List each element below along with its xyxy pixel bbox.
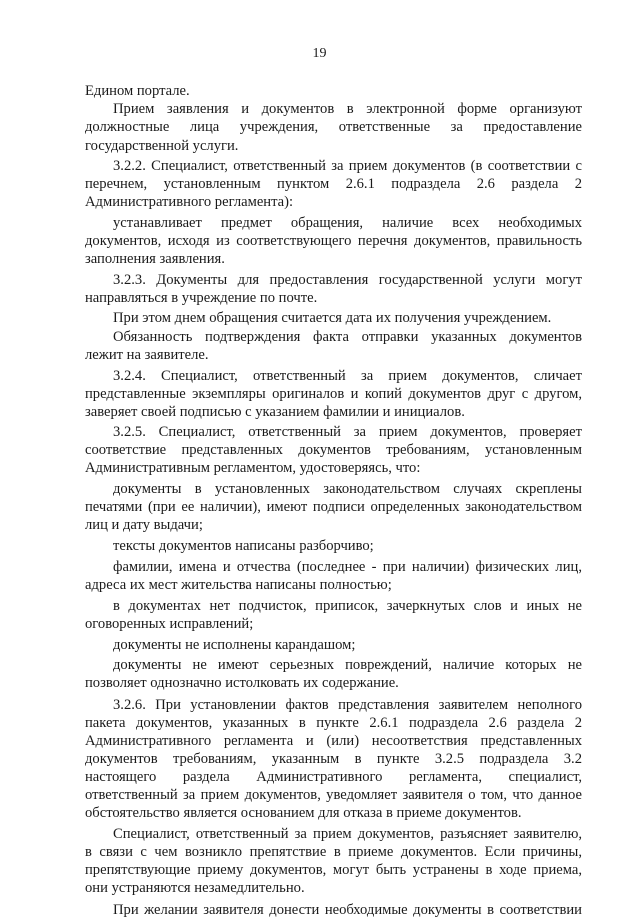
text-line: заверяет своей подписью с указанием фамилии и инициалов.	[85, 404, 465, 420]
text-line: Едином портале.	[85, 83, 190, 99]
text-line: пакета документов, указанных в пункте 2.6.1 подраздела 2.6 раздела 2	[85, 715, 582, 731]
text-line: оговоренных исправлений;	[85, 616, 254, 632]
page-number: 19	[312, 46, 327, 61]
text-line: документов требованиям, указанным в пункте 3.2.5 подраздела 3.2	[85, 751, 582, 767]
text-line: Обязанность подтверждения факта отправки указанных документов	[113, 329, 582, 345]
text-line: государственной услуги.	[85, 138, 239, 154]
text-line: соответствие представленных документов требованиям, установленным	[85, 442, 582, 458]
text-line: ответственный за прием документов, уведомляет заявителя о том, что данное	[85, 787, 582, 803]
text-line: документов, исходя из соответствующего перечня документов, правильность	[85, 233, 582, 249]
text-line: позволяет однозначно истолковать их содержание.	[85, 675, 399, 691]
text-line: тексты документов написаны разборчиво;	[113, 538, 374, 554]
text-line: перечнем, установленным пунктом 2.6.1 подраздела 2.6 раздела 2	[85, 176, 582, 192]
text-line: заполнения заявления.	[85, 251, 225, 267]
text-line: При желании заявителя донести необходимые документы в соответствии	[113, 902, 582, 918]
text-line: документы не имеют серьезных повреждений, наличие которых не	[113, 657, 582, 673]
text-line: лиц и дату выдачи;	[85, 517, 203, 533]
text-line: печатями (при ее наличии), имеют подписи определенных законодательством	[85, 499, 582, 515]
text-line: настоящего раздела Административного регламента, специалист,	[85, 769, 582, 785]
text-line: 3.2.4. Специалист, ответственный за прием документов, сличает	[113, 368, 582, 384]
text-line: в связи с чем возникло препятствие в приеме документов. Если причины,	[85, 844, 582, 860]
text-line: направляться в учреждение по почте.	[85, 290, 318, 306]
text-line: адреса их мест жительства написаны полностью;	[85, 577, 392, 593]
text-line: препятствующие приему документов, могут быть устранены в ходе приема,	[85, 862, 582, 878]
text-line: Административного регламента):	[85, 194, 294, 210]
text-line: документы в установленных законодательством случаях скреплены	[113, 481, 582, 497]
text-line: Специалист, ответственный за прием документов, разъясняет заявителю,	[113, 826, 582, 842]
text-line: 3.2.2. Специалист, ответственный за прием документов (в соответствии с	[113, 158, 582, 174]
text-line: в документах нет подчисток, приписок, зачеркнутых слов и иных не	[113, 598, 582, 614]
text-line: должностные лица учреждения, ответственные за предоставление	[85, 119, 582, 135]
text-line: представленные экземпляры оригиналов и копий документов друг с другом,	[85, 386, 582, 402]
text-line: Административного регламента и (или) несоответствия представленных	[85, 733, 582, 749]
text-line: 3.2.3. Документы для предоставления государственной услуги могут	[113, 272, 582, 288]
text-line: При этом днем обращения считается дата их получения учреждением.	[113, 310, 552, 326]
text-line: 3.2.6. При установлении фактов представления заявителем неполного	[113, 697, 582, 713]
text-line: лежит на заявителе.	[85, 347, 209, 363]
text-line: Прием заявления и документов в электронной форме организуют	[113, 101, 582, 117]
text-line: фамилии, имена и отчества (последнее - при наличии) физических лиц,	[113, 559, 582, 575]
text-line: документы не исполнены карандашом;	[113, 637, 356, 653]
text-line: устанавливает предмет обращения, наличие всех необходимых	[113, 215, 582, 231]
text-line: обстоятельство является основанием для отказа в приеме документов.	[85, 805, 522, 821]
text-line: Административным регламентом, удостоверяясь, что:	[85, 460, 421, 476]
text-line: 3.2.5. Специалист, ответственный за прием документов, проверяет	[113, 424, 582, 440]
text-line: они устраняются незамедлительно.	[85, 880, 305, 896]
